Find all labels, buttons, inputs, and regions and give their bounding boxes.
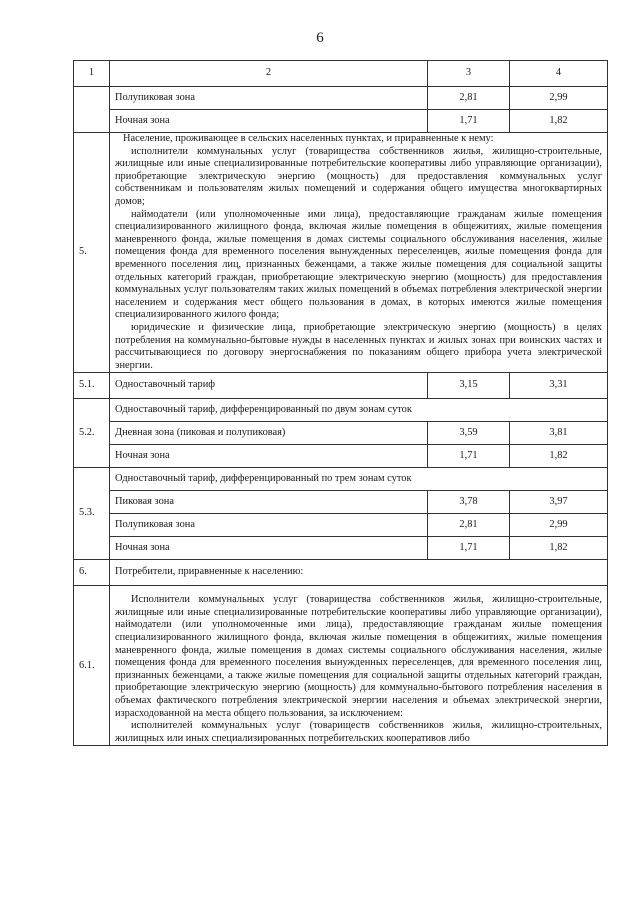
value-cell: 1,82 [510,537,608,560]
value-cell: 2,81 [428,87,510,110]
value-cell: 1,71 [428,110,510,133]
table-row [74,468,608,491]
value-cell: 3,78 [428,491,510,514]
paragraph: Население, проживающее в сельских населенных пунктах, и приравненные к нему: [123,133,494,144]
row-number-cell [74,87,110,133]
page-number: 6 [316,30,324,46]
value-cell: 1,71 [428,445,510,468]
row-number: 6.1. [74,586,110,746]
row-label: Одноставочный тариф [110,373,428,399]
header-col-3: 3 [428,61,510,87]
row-label: Одноставочный тариф, дифференцированный по трем зонам суток [110,468,608,491]
value-cell: 3,97 [510,491,608,514]
value-cell: 3,81 [510,422,608,445]
header-col-4: 4 [510,61,608,87]
row-number: 5.1. [74,373,110,399]
value-cell: 2,99 [510,87,608,110]
table-row [74,87,608,110]
paragraph: исполнителей коммунальных услуг (товариществ собственников жилья, жилищно-строительных, жилищных или иных специализированных потребительских кооперативов либо [115,720,602,744]
row-label: Ночная зона [110,445,428,468]
table-header-row [74,61,608,87]
table-row [74,399,608,422]
row-label: Одноставочный тариф, дифференцированный по двум зонам суток [110,399,608,422]
row-number: 6. [74,560,110,586]
paragraph: исполнители коммунальных услуг (товарищества собственников жилья, жилищно-строительные, жилищные или иные специализированные потребительские кооперативы либо управляющие организации), приобретающие электрическую энергию (мощность) для предоставления коммунальных услуг собственникам и пользователям жилых помещений и содержания общего имущества многоквартирных домов; [115,145,602,207]
table-row [74,422,608,445]
value-cell: 2,81 [428,514,510,537]
row-label: Полупиковая зона [110,87,428,110]
table-row [74,373,608,399]
row-label: Потребители, приравненные к населению: [110,560,608,586]
row-label: Ночная зона [110,110,428,133]
value-cell: 1,82 [510,110,608,133]
table-row [74,514,608,537]
value-cell: 1,71 [428,537,510,560]
table-row [74,491,608,514]
header-col-2: 2 [110,61,428,87]
section-5-text [110,133,608,373]
table-row [74,445,608,468]
paragraph: Исполнители коммунальных услуг (товарищества собственников жилья, жилищно-строительные, жилищные или иные специализированные потребительские кооперативы либо управляющие организации), наймодатели (или уполномоченные ими лица), предоставляющие гражданам жилые помещения специализированного жилищного фонда, включая жилые помещения в общежитиях, жилые помещения маневренного фонда, жилые помещения в домах системы социального обслуживания населения, жилые помещения фонда для временного поселения вынужденных переселенцев, для временного поселения лиц, признанных беженцами, а также жилые помещения для социальной защиты отдельных категорий граждан, приобретающие электрическую энергию (мощность) для коммунально-бытового потребления населения в объемах фактического потребления электрической энергии населения и объемах электрической энергии, израсходованной на места общего пользования, за исключением: [115,594,602,719]
row-label: Дневная зона (пиковая и полупиковая) [110,422,428,445]
table-row [74,110,608,133]
paragraph: наймодатели (или уполномоченные ими лица), предоставляющие гражданам жилые помещения специализированного жилищного фонда, включая жилые помещения в общежитиях, жилые помещения маневренного фонда, жилые помещения в домах системы социального обслуживания населения, жилые помещения фонда для временного поселения вынужденных переселенцев, жилые помещения фонда для временного поселения лиц, признанных беженцами, а также жилые помещения для социальной защиты отдельных категорий граждан, приобретающие электрическую энергию (мощность) для предоставления коммунальных услуг пользователям таких жилых помещений в объемах потребления электрической энергии населением и содержания мест общего пользования в домах, в которых имеются жилые помещения специализированного жилого фонда; [115,208,602,321]
row-number: 5. [74,133,110,373]
tariff-table [73,60,608,746]
table-row [74,560,608,586]
value-cell: 3,15 [428,373,510,399]
row-label: Пиковая зона [110,491,428,514]
table-row [74,537,608,560]
value-cell: 3,59 [428,422,510,445]
value-cell: 3,31 [510,373,608,399]
row-label: Ночная зона [110,537,428,560]
value-cell: 2,99 [510,514,608,537]
section-5-row [74,133,608,373]
section-6-1-row [74,586,608,746]
row-label: Полупиковая зона [110,514,428,537]
value-cell: 1,82 [510,445,608,468]
header-col-1: 1 [74,61,110,87]
section-6-1-text [110,586,608,746]
paragraph: юридические и физические лица, приобретающие электрическую энергию (мощность) в целях потребления на коммунально-бытовые нужды в населенных пунктах и жилых зонах при воинских частях и рассчитывающиеся по договору энергоснабжения по показаниям общего прибора учета электрической энергии. [115,321,602,371]
row-number: 5.3. [74,468,110,560]
row-number: 5.2. [74,399,110,468]
